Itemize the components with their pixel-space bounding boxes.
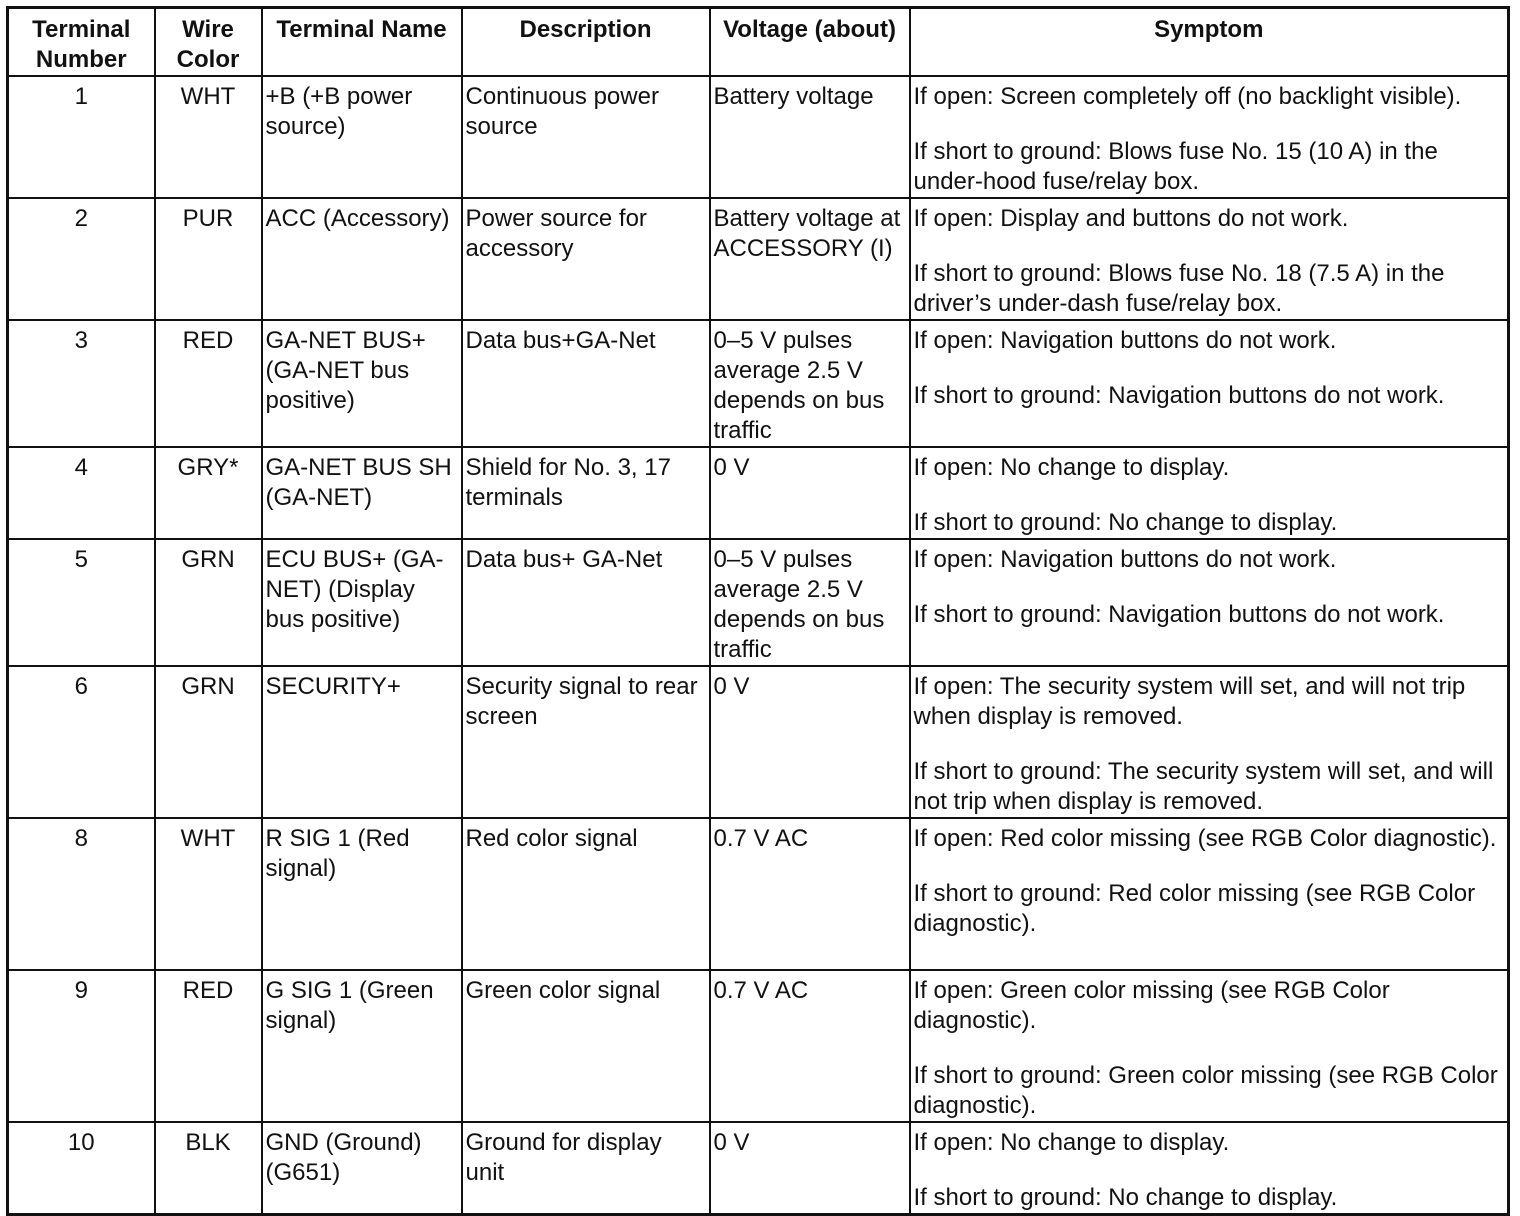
- symptom-cell: [910, 539, 1509, 666]
- symptom-short: If short to ground: Navigation buttons do not work.: [913, 601, 1445, 628]
- terminal-number-cell: 8: [8, 818, 155, 970]
- symptom-cell: [910, 1122, 1509, 1215]
- header-description: Description: [462, 8, 710, 77]
- symptom-short: If short to ground: Green color missing (see RGB Color diagnostic).: [913, 1062, 1498, 1119]
- symptom-short: If short to ground: No change to display.: [913, 509, 1338, 536]
- symptom-open: If open: The security system will set, and will not trip when display is removed.: [913, 673, 1466, 730]
- terminal-number-cell: 3: [8, 320, 155, 447]
- terminal-name-cell: ECU BUS+ (GA-NET) (Display bus positive): [262, 539, 462, 666]
- wire-color-cell: PUR: [155, 198, 262, 320]
- terminal-number-cell: 5: [8, 539, 155, 666]
- terminal-name-cell: GA-NET BUS+ (GA-NET bus positive): [262, 320, 462, 447]
- terminal-name-cell: GA-NET BUS SH (GA-NET): [262, 447, 462, 539]
- symptom-short: If short to ground: Blows fuse No. 15 (10 A) in the under-hood fuse/relay box.: [913, 138, 1438, 195]
- voltage-cell: Battery voltage: [710, 76, 910, 198]
- terminal-name-cell: +B (+B power source): [262, 76, 462, 198]
- terminal-number-cell: 9: [8, 970, 155, 1122]
- terminal-number-cell: 4: [8, 447, 155, 539]
- description-cell: Power source for accessory: [462, 198, 710, 320]
- symptom-cell: [910, 666, 1509, 818]
- table-row: [8, 1122, 1509, 1215]
- header-terminal-name: Terminal Name: [262, 8, 462, 77]
- symptom-open: If open: No change to display.: [913, 454, 1230, 481]
- header-wire-color: Wire Color: [155, 8, 262, 77]
- voltage-cell: 0.7 V AC: [710, 818, 910, 970]
- terminal-name-cell: SECURITY+: [262, 666, 462, 818]
- symptom-open: If open: No change to display.: [913, 1129, 1230, 1156]
- voltage-cell: 0 V: [710, 447, 910, 539]
- header-voltage: Voltage (about): [710, 8, 910, 77]
- terminal-name-cell: ACC (Accessory): [262, 198, 462, 320]
- symptom-open: If open: Green color missing (see RGB Color diagnostic).: [913, 977, 1390, 1034]
- table-row: [8, 818, 1509, 970]
- symptom-open: If open: Display and buttons do not work.: [913, 205, 1349, 232]
- header-row: [8, 8, 1509, 77]
- symptom-short: If short to ground: Red color missing (see RGB Color diagnostic).: [913, 880, 1476, 937]
- symptom-short: If short to ground: The security system will set, and will not trip when display is removed.: [913, 758, 1494, 815]
- table-row: [8, 447, 1509, 539]
- terminal-table: [6, 6, 1510, 1216]
- description-cell: Shield for No. 3, 17 terminals: [462, 447, 710, 539]
- table-row: [8, 666, 1509, 818]
- wire-color-cell: GRY*: [155, 447, 262, 539]
- description-cell: Red color signal: [462, 818, 710, 970]
- table-row: [8, 76, 1509, 198]
- table-row: [8, 970, 1509, 1122]
- table-row: [8, 320, 1509, 447]
- header-terminal-number: Terminal Number: [8, 8, 155, 77]
- terminal-number-cell: 6: [8, 666, 155, 818]
- wire-color-cell: GRN: [155, 539, 262, 666]
- symptom-open: If open: Navigation buttons do not work.: [913, 546, 1337, 573]
- wire-color-cell: RED: [155, 970, 262, 1122]
- wire-color-cell: BLK: [155, 1122, 262, 1215]
- description-cell: Continuous power source: [462, 76, 710, 198]
- wire-color-cell: WHT: [155, 76, 262, 198]
- symptom-cell: [910, 818, 1509, 970]
- header-symptom: Symptom: [910, 8, 1509, 77]
- table-row: [8, 198, 1509, 320]
- symptom-cell: [910, 76, 1509, 198]
- voltage-cell: 0–5 V pulses average 2.5 V depends on bus traffic: [710, 320, 910, 447]
- symptom-short: If short to ground: Navigation buttons do not work.: [913, 382, 1445, 409]
- voltage-cell: Battery voltage at ACCESSORY (I): [710, 198, 910, 320]
- symptom-cell: [910, 198, 1509, 320]
- terminal-number-cell: 1: [8, 76, 155, 198]
- description-cell: Green color signal: [462, 970, 710, 1122]
- description-cell: Ground for display unit: [462, 1122, 710, 1215]
- voltage-cell: 0 V: [710, 666, 910, 818]
- wire-color-cell: RED: [155, 320, 262, 447]
- terminal-name-cell: GND (Ground) (G651): [262, 1122, 462, 1215]
- table-row: [8, 539, 1509, 666]
- voltage-cell: 0 V: [710, 1122, 910, 1215]
- description-cell: Security signal to rear screen: [462, 666, 710, 818]
- symptom-open: If open: Navigation buttons do not work.: [913, 327, 1337, 354]
- terminal-number-cell: 10: [8, 1122, 155, 1215]
- symptom-cell: [910, 970, 1509, 1122]
- symptom-short: If short to ground: Blows fuse No. 18 (7.5 A) in the driver’s under-dash fuse/relay box.: [913, 260, 1445, 317]
- terminal-name-cell: R SIG 1 (Red signal): [262, 818, 462, 970]
- symptom-open: If open: Red color missing (see RGB Color diagnostic).: [913, 825, 1497, 852]
- description-cell: Data bus+GA-Net: [462, 320, 710, 447]
- voltage-cell: 0.7 V AC: [710, 970, 910, 1122]
- voltage-cell: 0–5 V pulses average 2.5 V depends on bus traffic: [710, 539, 910, 666]
- terminal-number-cell: 2: [8, 198, 155, 320]
- wire-color-cell: WHT: [155, 818, 262, 970]
- symptom-open: If open: Screen completely off (no backlight visible).: [913, 83, 1462, 110]
- symptom-cell: [910, 447, 1509, 539]
- symptom-cell: [910, 320, 1509, 447]
- description-cell: Data bus+ GA-Net: [462, 539, 710, 666]
- terminal-name-cell: G SIG 1 (Green signal): [262, 970, 462, 1122]
- symptom-short: If short to ground: No change to display.: [913, 1184, 1338, 1211]
- wire-color-cell: GRN: [155, 666, 262, 818]
